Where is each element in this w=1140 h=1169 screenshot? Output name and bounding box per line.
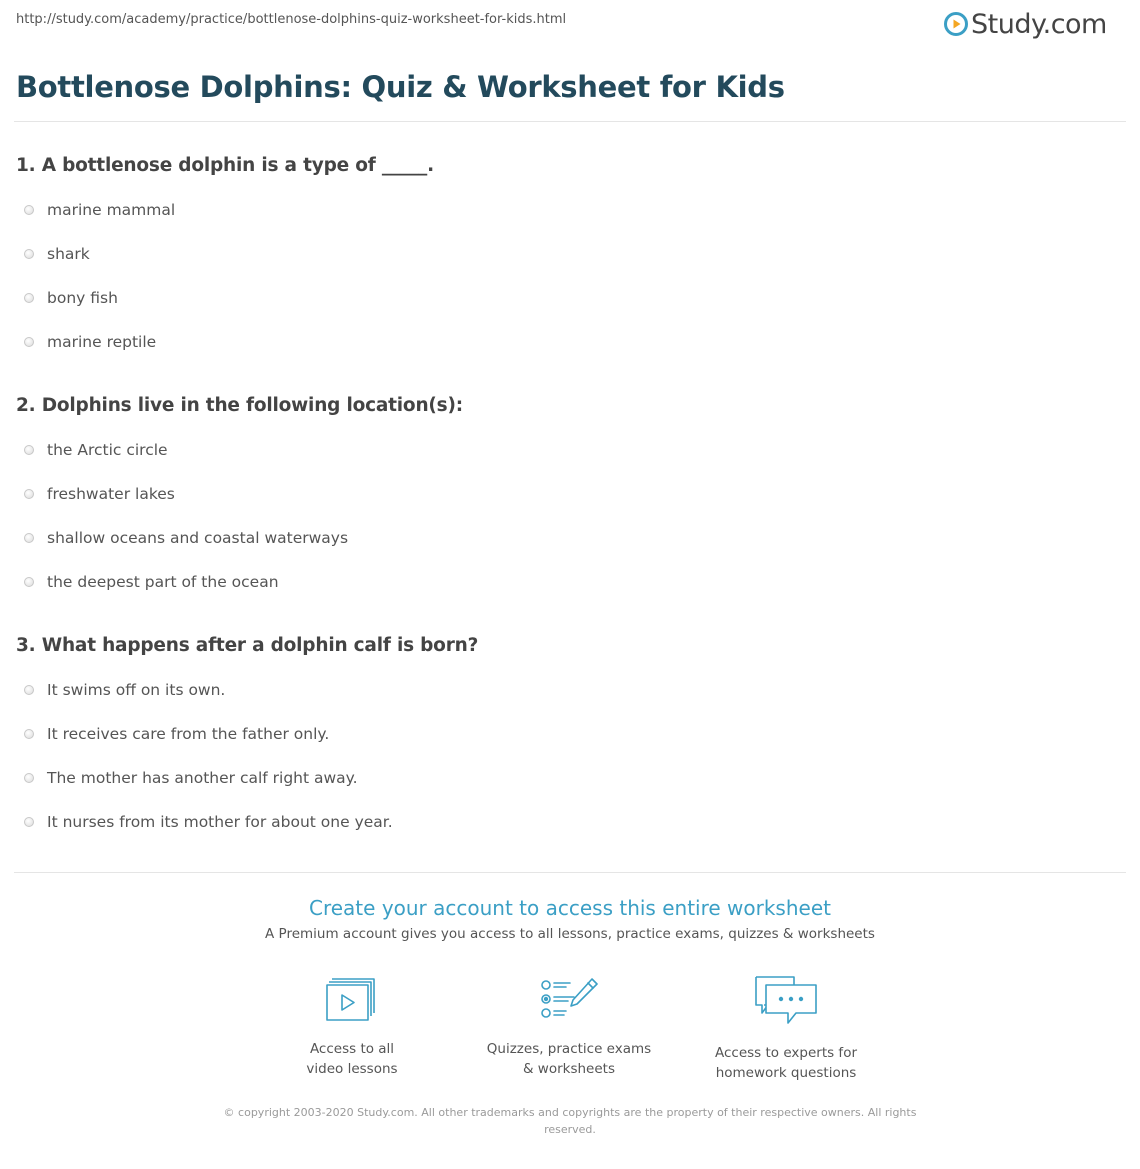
study-logo[interactable]	[944, 6, 1107, 42]
radio-button[interactable]	[24, 293, 34, 303]
feature-label-line2: & worksheets	[522, 1061, 615, 1077]
answer-option[interactable]	[24, 483, 175, 505]
radio-button[interactable]	[24, 533, 34, 543]
radio-button[interactable]	[24, 817, 34, 827]
answer-option[interactable]	[24, 571, 279, 593]
feature-label-line1: Access to all	[309, 1041, 395, 1057]
footer-line1: © copyright 2003-2020 Study.com. All other trademarks and copyrights are the property of their respective owners. All rights	[223, 1106, 917, 1119]
footer-copyright	[215, 1104, 925, 1138]
answer-option[interactable]	[24, 439, 168, 461]
cta-title-link[interactable]: Create your account to access this entire worksheet	[309, 896, 831, 920]
chat-bubbles-icon	[754, 975, 818, 1027]
option-label: shark	[47, 245, 90, 263]
answer-option[interactable]	[24, 243, 90, 265]
option-label: The mother has another calf right away.	[47, 769, 358, 787]
option-label: It receives care from the father only.	[47, 725, 330, 743]
question-2: 2. Dolphins live in the following location(s):	[16, 395, 463, 416]
option-label: the deepest part of the ocean	[47, 573, 279, 591]
radio-button[interactable]	[24, 773, 34, 783]
feature-label-line1: Quizzes, practice exams	[486, 1041, 652, 1057]
answer-option[interactable]	[24, 679, 225, 701]
feature-quizzes	[469, 975, 669, 1079]
option-label: the Arctic circle	[47, 441, 168, 459]
footer-line2: reserved.	[544, 1123, 596, 1136]
divider	[14, 121, 1126, 122]
radio-button[interactable]	[24, 205, 34, 215]
feature-label-line2: video lessons	[306, 1061, 398, 1077]
feature-label-line1: Access to experts for	[714, 1045, 857, 1061]
radio-button[interactable]	[24, 249, 34, 259]
page-url: http://study.com/academy/practice/bottlenose-dolphins-quiz-worksheet-for-kids.html	[16, 12, 567, 27]
divider	[14, 872, 1126, 873]
feature-video-lessons	[252, 975, 452, 1079]
radio-button[interactable]	[24, 729, 34, 739]
feature-label-line2: homework questions	[715, 1065, 857, 1081]
answer-option[interactable]	[24, 331, 156, 353]
answer-option[interactable]	[24, 723, 329, 745]
answer-option[interactable]	[24, 811, 393, 833]
feature-experts	[686, 975, 886, 1083]
answer-option[interactable]	[24, 287, 118, 309]
logo-text: Study.com	[971, 8, 1107, 40]
answer-option[interactable]	[24, 199, 175, 221]
quiz-checklist-icon	[540, 975, 598, 1023]
radio-button[interactable]	[24, 577, 34, 587]
answer-option[interactable]	[24, 527, 348, 549]
video-lessons-icon	[326, 975, 378, 1023]
option-label: bony fish	[47, 289, 118, 307]
question-3: 3. What happens after a dolphin calf is born?	[16, 635, 479, 656]
play-circle-icon	[944, 12, 968, 36]
answer-option[interactable]	[24, 767, 358, 789]
radio-button[interactable]	[24, 489, 34, 499]
option-label: freshwater lakes	[47, 485, 175, 503]
radio-button[interactable]	[24, 445, 34, 455]
option-label: shallow oceans and coastal waterways	[47, 529, 349, 547]
cta-subtitle: A Premium account gives you access to all lessons, practice exams, quizzes & worksheets	[265, 926, 875, 942]
option-label: It swims off on its own.	[47, 681, 226, 699]
page-title: Bottlenose Dolphins: Quiz & Worksheet for Kids	[16, 70, 785, 104]
option-label: It nurses from its mother for about one year.	[47, 813, 393, 831]
radio-button[interactable]	[24, 685, 34, 695]
question-1: 1. A bottlenose dolphin is a type of _____.	[16, 155, 434, 176]
option-label: marine reptile	[47, 333, 157, 351]
radio-button[interactable]	[24, 337, 34, 347]
option-label: marine mammal	[47, 201, 176, 219]
